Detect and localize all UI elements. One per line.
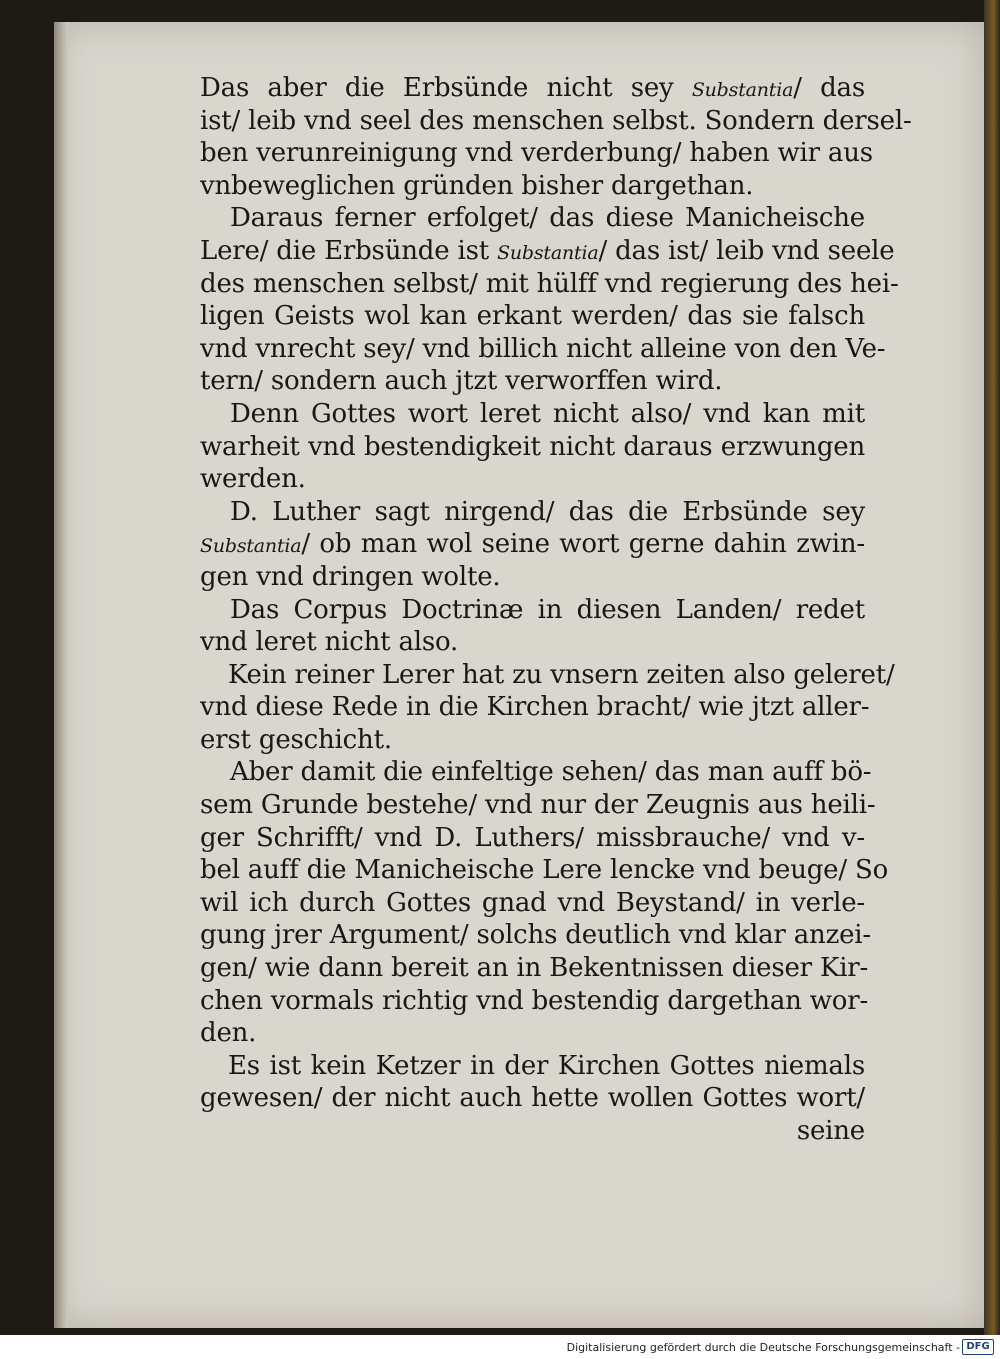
text-line (200, 659, 895, 692)
funding-notice: Digitalisierung gefördert durch die Deutsche Forschungsgemeinschaft - (566, 1341, 960, 1354)
text-line (200, 170, 865, 203)
text-line (200, 756, 872, 789)
text-segment: / das (793, 73, 865, 103)
text-line (200, 919, 871, 952)
text-line (200, 561, 865, 594)
text-segment: vnd leret nicht also. (200, 627, 459, 658)
text-line (200, 268, 899, 301)
text-segment: Aber damit die einfeltige sehen/ das man auff bö- (230, 757, 872, 788)
latin-term: Substantia (200, 535, 302, 558)
text-line (200, 1082, 865, 1115)
text-segment: tern/ sondern auch jtzt verworffen wird. (200, 366, 723, 397)
text-segment: warheit vnd bestendigkeit nicht daraus erzwungen (200, 431, 865, 462)
text-segment: Das aber die Erbsünde nicht sey (200, 73, 692, 103)
text-segment: / das ist/ leib vnd seele (598, 235, 895, 266)
text-segment: gewesen/ der nicht auch hette wollen Gottes wort/ (200, 1083, 865, 1114)
footer-bar (0, 1335, 1000, 1359)
text-segment: den. (200, 1018, 257, 1049)
text-line (200, 887, 865, 920)
text-line (200, 854, 889, 887)
text-segment: ligen Geists wol kan erkant werden/ das sie falsch (200, 301, 865, 332)
text-line (200, 626, 865, 659)
text-line (200, 691, 870, 724)
text-line (200, 1050, 865, 1083)
text-segment: chen vormals richtig vnd bestendig dargethan wor- (200, 985, 869, 1016)
text-line (200, 952, 869, 985)
text-line (200, 365, 865, 398)
text-segment: Das Corpus Doctrinæ in diesen Landen/ redet (230, 594, 865, 625)
text-segment: vnd diese Rede in die Kirchen bracht/ wie jtzt aller- (200, 692, 870, 723)
text-line (200, 496, 865, 529)
text-line (200, 724, 865, 757)
text-line (200, 72, 865, 105)
text-segment: Daraus ferner erfolget/ das diese Manicheische (230, 203, 865, 234)
text-segment: wil ich durch Gottes gnad vnd Beystand/ in verle- (200, 887, 865, 918)
text-line (200, 235, 895, 268)
page-text-block (200, 72, 912, 1148)
text-segment: Denn Gottes wort leret nicht also/ vnd kan mit (230, 398, 865, 429)
text-line (200, 1017, 865, 1050)
text-segment: D. Luther sagt nirgend/ das die Erbsünde sey (230, 496, 865, 527)
text-segment: des menschen selbst/ mit hülff vnd regierung des hei- (200, 268, 899, 299)
text-segment: bel auff die Manicheische Lere lencke vnd beuge/ So (200, 855, 889, 886)
dfg-logo-icon: DFG (962, 1339, 994, 1355)
text-line (200, 822, 865, 855)
text-line (200, 300, 865, 333)
text-line (200, 985, 869, 1018)
text-line (200, 463, 865, 496)
text-segment: ger Schrifft/ vnd D. Luthers/ missbrauche/ vnd v- (200, 822, 865, 853)
text-segment: werden. (200, 464, 306, 495)
text-line (200, 137, 873, 170)
page-gutter-shadow (54, 22, 68, 1328)
text-line (200, 594, 865, 627)
text-line (200, 528, 865, 561)
latin-term: Substantia (497, 241, 599, 264)
text-segment: gen/ wie dann bereit an in Bekentnissen dieser Kir- (200, 953, 869, 984)
text-segment: erst geschicht. (200, 724, 392, 755)
text-segment: Kein reiner Lerer hat zu vnsern zeiten also geleret/ (228, 659, 895, 690)
text-segment: ben verunreinigung vnd verderbung/ haben wir aus (200, 138, 873, 169)
text-segment: ist/ leib vnd seel des menschen selbst. Sondern dersel- (200, 105, 912, 136)
text-segment: vnd vnrecht sey/ vnd billich nicht alleine von den Ve- (200, 333, 886, 364)
text-line (200, 202, 865, 235)
text-segment: gung jrer Argument/ solchs deutlich vnd klar anzei- (200, 920, 871, 951)
text-line (200, 398, 865, 431)
text-line (200, 1115, 865, 1148)
text-line (200, 105, 912, 138)
text-line (200, 789, 876, 822)
book-edge (984, 0, 1000, 1335)
text-segment: / ob man wol seine wort gerne dahin zwin- (301, 529, 865, 560)
text-line (200, 431, 865, 464)
text-segment: vnbeweglichen gründen bisher dargethan. (200, 170, 754, 201)
latin-term: Substantia (691, 79, 794, 101)
text-line (200, 333, 886, 366)
text-segment: seine (796, 1116, 865, 1146)
text-segment: sem Grunde bestehe/ vnd nur der Zeugnis aus heili- (200, 790, 876, 821)
text-segment: Es ist kein Ketzer in der Kirchen Gottes niemals (228, 1050, 865, 1081)
text-segment: Lere/ die Erbsünde ist (200, 235, 498, 266)
text-segment: gen vnd dringen wolte. (200, 561, 501, 592)
